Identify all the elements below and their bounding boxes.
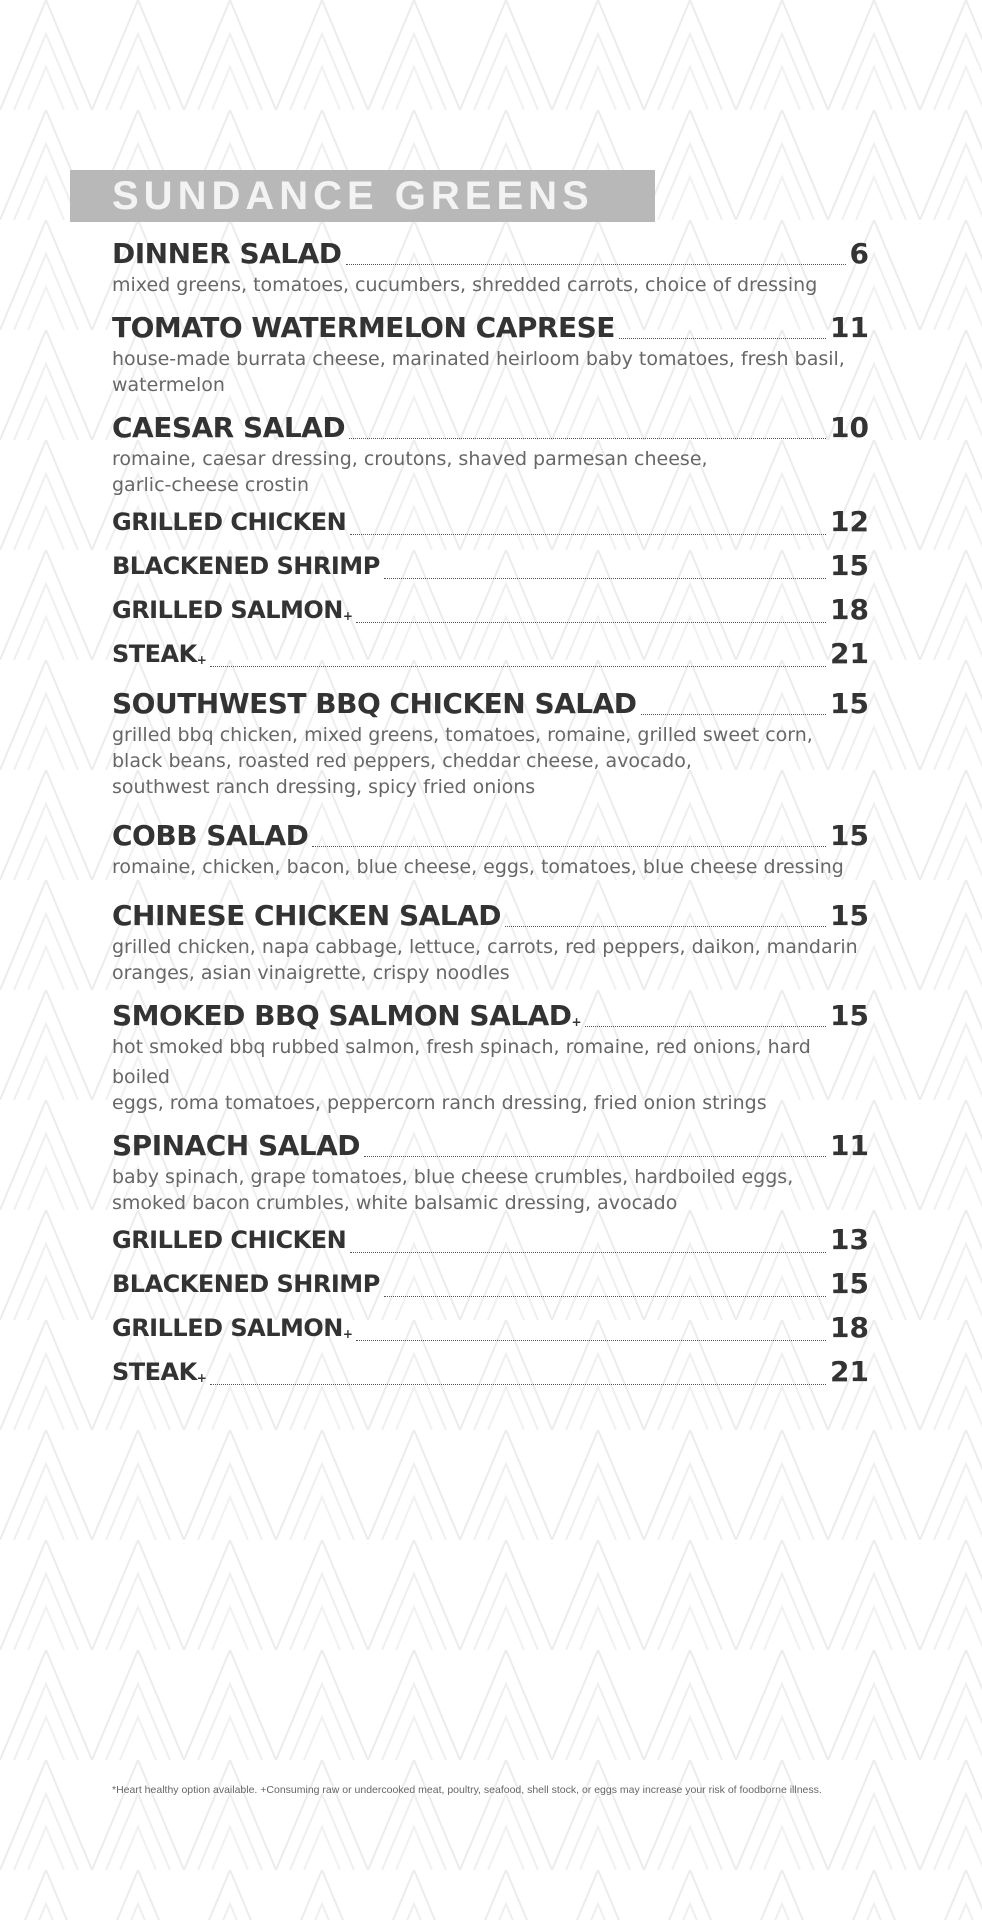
item-name: SMOKED BBQ SALMON SALAD+ [112, 999, 582, 1032]
addon-name: BLACKENED SHRIMP [112, 552, 380, 580]
section-banner [70, 170, 655, 222]
item-description-line: hot smoked bbq rubbed salmon, fresh spinach, romaine, red onions, hard boiled [112, 1036, 811, 1088]
addon-grilled-salmon [112, 588, 869, 632]
menu-item-dinner-salad [112, 234, 869, 300]
item-description-line: smoked bacon crumbles, white balsamic dressing, avocado [112, 1192, 678, 1214]
item-name: CAESAR SALAD [112, 411, 346, 444]
item-description-line: garlic-cheese crostin [112, 474, 310, 496]
addon-price: 18 [830, 593, 869, 626]
menu-item-southwest-bbq-chicken-salad [112, 684, 869, 802]
item-price: 6 [849, 237, 869, 270]
item-header [112, 996, 869, 1036]
addon-price: 12 [830, 505, 869, 538]
item-description-line: black beans, roasted red peppers, cheddar cheese, avocado, [112, 750, 692, 772]
item-description-line: oranges, asian vinaigrette, crispy noodles [112, 962, 510, 984]
addon-price: 13 [830, 1223, 869, 1256]
addon-name: GRILLED SALMON+ [112, 596, 353, 624]
item-price: 15 [830, 819, 869, 852]
dot-leader [350, 1251, 826, 1253]
addon-name: STEAK+ [112, 640, 207, 668]
menu-item-chinese-chicken-salad [112, 896, 869, 988]
addon-name: BLACKENED SHRIMP [112, 1270, 380, 1298]
dot-leader [312, 845, 826, 847]
addon-price: 15 [830, 1267, 869, 1300]
addon-name: GRILLED SALMON+ [112, 1314, 353, 1342]
addon-price: 18 [830, 1311, 869, 1344]
addon-price: 21 [830, 637, 869, 670]
dot-leader [356, 621, 826, 623]
menu-item-spinach-salad [112, 1126, 869, 1394]
addon-blackened-shrimp [112, 544, 869, 588]
addon-name: GRILLED CHICKEN [112, 1226, 347, 1254]
item-description-line: romaine, caesar dressing, croutons, shaved parmesan cheese, [112, 448, 708, 470]
menu-item-tomato-watermelon-caprese [112, 308, 869, 400]
footnote: *Heart healthy option available. +Consuming raw or undercooked meat, poultry, seafood, shell stock, or eggs may increase your risk of foodborne illness. [112, 1784, 822, 1796]
item-price: 15 [830, 899, 869, 932]
menu-item-smoked-bbq-salmon-salad [112, 996, 869, 1118]
dot-leader [356, 1339, 826, 1341]
dot-leader [346, 263, 846, 265]
dot-leader [505, 925, 826, 927]
menu-item-list [112, 234, 869, 1394]
dot-leader [210, 1383, 826, 1385]
item-name: COBB SALAD [112, 819, 309, 852]
dot-leader [210, 665, 826, 667]
item-price: 10 [830, 411, 869, 444]
addon-grilled-chicken [112, 1218, 869, 1262]
item-header [112, 234, 869, 274]
addon-price: 15 [830, 549, 869, 582]
item-price: 11 [830, 1129, 869, 1162]
addon-price: 21 [830, 1355, 869, 1388]
addon-name: STEAK+ [112, 1358, 207, 1386]
item-name: SPINACH SALAD [112, 1129, 361, 1162]
item-description: romaine, chicken, bacon, blue cheese, eggs, tomatoes, blue cheese dressing [112, 856, 844, 878]
dot-leader [364, 1155, 826, 1157]
addon-name: GRILLED CHICKEN [112, 508, 347, 536]
item-description: mixed greens, tomatoes, cucumbers, shredded carrots, choice of dressing [112, 274, 818, 296]
menu-item-cobb-salad [112, 816, 869, 882]
item-header [112, 816, 869, 856]
item-name: TOMATO WATERMELON CAPRESE [112, 311, 615, 344]
item-price: 11 [830, 311, 869, 344]
item-price: 15 [830, 687, 869, 720]
item-header [112, 1126, 869, 1166]
addon-steak [112, 632, 869, 676]
addon-grilled-chicken [112, 500, 869, 544]
item-description-line: grilled chicken, napa cabbage, lettuce, carrots, red peppers, daikon, mandarin [112, 936, 858, 958]
dot-leader [619, 337, 826, 339]
dot-leader [384, 1295, 826, 1297]
item-header [112, 684, 869, 724]
dot-leader [349, 437, 826, 439]
dot-leader [585, 1025, 826, 1027]
item-description-line: grilled bbq chicken, mixed greens, tomatoes, romaine, grilled sweet corn, [112, 724, 813, 746]
item-description-line: baby spinach, grape tomatoes, blue cheese crumbles, hardboiled eggs, [112, 1166, 794, 1188]
item-name: CHINESE CHICKEN SALAD [112, 899, 502, 932]
addon-blackened-shrimp [112, 1262, 869, 1306]
item-price: 15 [830, 999, 869, 1032]
item-description-line: southwest ranch dressing, spicy fried onions [112, 776, 536, 798]
dot-leader [641, 713, 826, 715]
item-name: SOUTHWEST BBQ CHICKEN SALAD [112, 687, 637, 720]
item-header [112, 308, 869, 348]
section-title: SUNDANCE GREENS [112, 174, 594, 218]
item-header [112, 408, 869, 448]
item-description-line: eggs, roma tomatoes, peppercorn ranch dressing, fried onion strings [112, 1092, 767, 1114]
dot-leader [350, 533, 826, 535]
item-description-line: house-made burrata cheese, marinated heirloom baby tomatoes, fresh basil, [112, 348, 845, 370]
addon-grilled-salmon [112, 1306, 869, 1350]
item-description-line: watermelon [112, 374, 225, 396]
dot-leader [384, 577, 826, 579]
item-name: DINNER SALAD [112, 237, 342, 270]
menu-item-caesar-salad [112, 408, 869, 676]
item-header [112, 896, 869, 936]
addon-steak [112, 1350, 869, 1394]
